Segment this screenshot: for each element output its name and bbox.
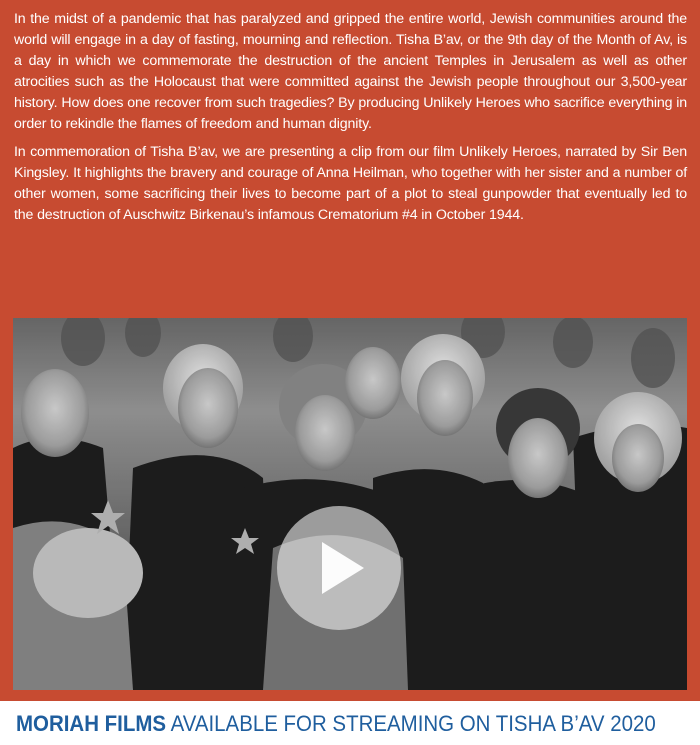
play-button[interactable]	[277, 506, 401, 630]
streaming-caption	[16, 711, 656, 737]
video-thumbnail	[13, 318, 687, 690]
video-player[interactable]	[13, 318, 687, 690]
caption-text: AVAILABLE FOR STREAMING ON TISHA B’AV 2020	[166, 711, 656, 736]
paragraph-intro: In the midst of a pandemic that has paralyzed and gripped the entire world, Jewish communities around the world will engage in a day of fasting, mourning and reflection. Tisha B’av, or the 9th day of the Month of Av, is a day in which we commemorate the destruction of the ancient Temples in Jerusalem as well as other atrocities such as the Holocaust that were committed against the Jewish people throughout our 3,500-year history. How does one recover from such tragedies? By producing Unlikely Heroes who sacrifice everything in order to rekindle the flames of freedom and human dignity.	[14, 11, 687, 132]
paragraph-commemoration: In commemoration of Tisha B’av, we are presenting a clip from our film Unlikely Heroes, narrated by Sir Ben Kingsley. It highlights the bravery and courage of Anna Heilman, who together with her sister and a number of other women, some sacrificing their lives to become part of a plot to steal gunpowder that eventually led to the destruction of Auschwitz Birkenau’s infamous Crematorium #4 in October 1944.	[14, 144, 687, 223]
play-icon	[322, 542, 364, 594]
brand-name: MORIAH FILMS	[16, 711, 167, 736]
article-text	[14, 9, 687, 233]
